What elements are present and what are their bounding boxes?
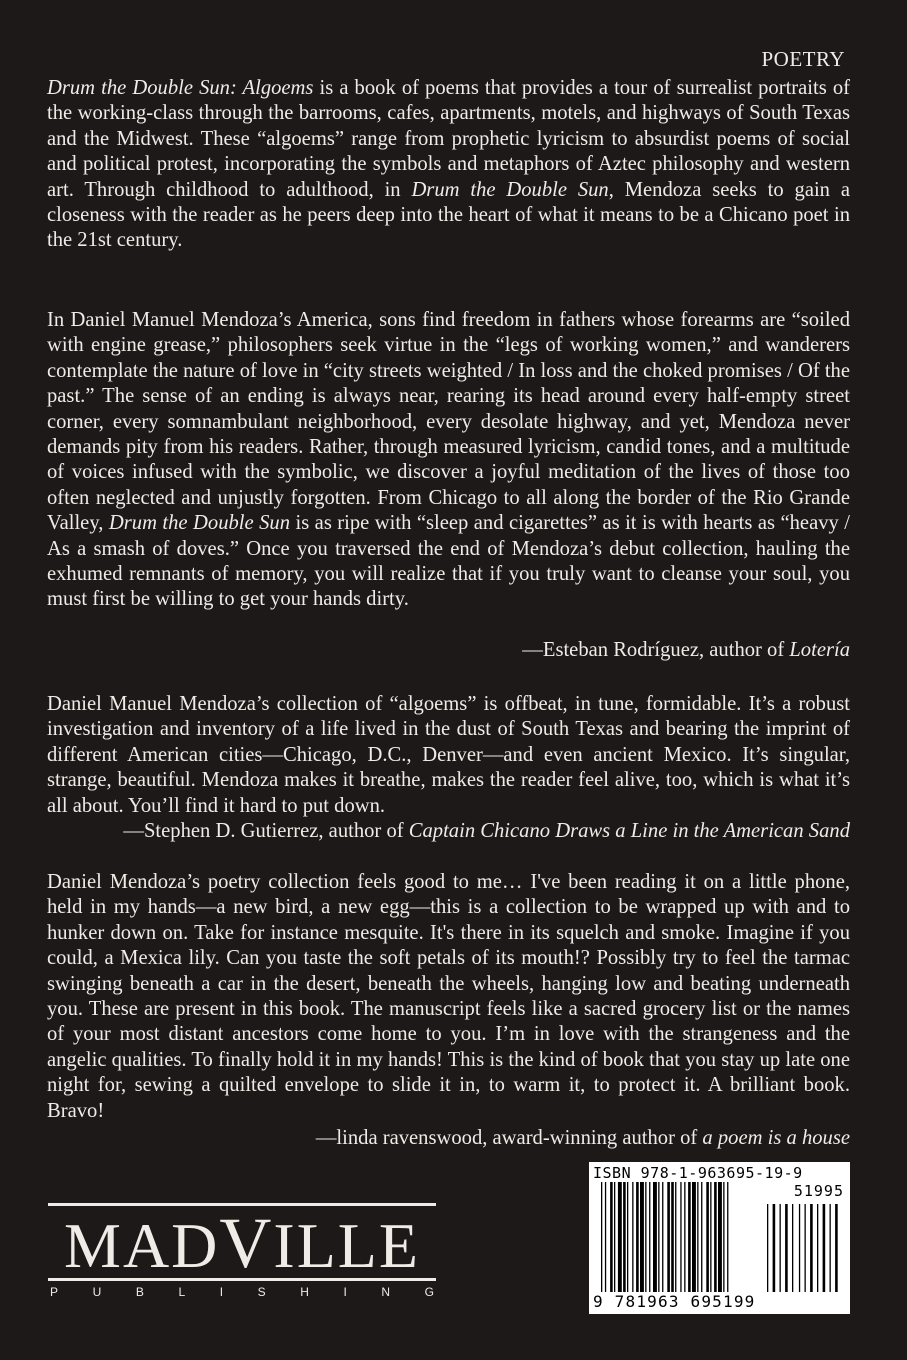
barcode-bar — [697, 1182, 698, 1292]
addon-barcode-bar — [773, 1204, 776, 1292]
publisher-name-big-letter: V — [219, 1210, 274, 1278]
barcode-bar — [662, 1182, 663, 1292]
publisher-name-part-1: MAD — [64, 1210, 220, 1278]
barcode-bar — [706, 1182, 709, 1292]
review-1-text-2: is as ripe with “sleep and cigarettes” as it is with hearts as “heavy / As a smash of doves.” Once you traversed the end of Mendoza’s debut collection, hauling the exhumed remnants of memory, you will realize that if you truly want to cleanse your soul, you must first be willing to get your hands dirty. — [47, 512, 850, 611]
barcode-bar — [605, 1182, 606, 1292]
description-text-1: is a book of poems that provides a tour of surrealist portraits of the working-class through the barrooms, cafes, apartments, motels, and highways of South Texas and the Midwest. These “algoems” range from prophetic lyricism to absurdist poems of social and political protest, incorporating the symbols and metaphors of Aztec philosophy and western art. Through childhood to adulthood, in — [47, 77, 850, 201]
addon-barcode-bar — [785, 1204, 788, 1292]
review-1-attribution — [522, 638, 850, 663]
barcode-bar — [632, 1182, 633, 1292]
isbn-barcode — [589, 1162, 850, 1314]
description-text-2: , Mendoza seeks to gain a closeness with the reader as he peers deep into the heart of what it means to be a Chicano poet in the 21st century. — [47, 178, 850, 252]
barcode-bar — [645, 1182, 646, 1292]
publisher-subtitle-text: P U B L I S H I N G — [50, 1285, 434, 1299]
barcode-bar — [688, 1182, 691, 1292]
barcode-bar — [649, 1182, 650, 1292]
price-code: 51995 — [793, 1182, 844, 1200]
barcode-bar — [601, 1182, 602, 1292]
barcode-bar — [653, 1182, 657, 1292]
barcode-bar — [714, 1182, 717, 1292]
review-3-attribution — [316, 1126, 850, 1151]
publisher-name — [48, 1210, 436, 1278]
barcode-bar — [640, 1182, 644, 1292]
category-label: POETRY — [761, 47, 845, 71]
isbn-label: ISBN 978-1-963695-19-9 — [593, 1164, 803, 1182]
addon-barcode-bar — [799, 1204, 800, 1292]
barcode-bar — [675, 1182, 676, 1292]
barcode-bar — [723, 1182, 724, 1292]
barcode-bar — [684, 1182, 685, 1292]
review-3-author: —linda ravenswood, award-winning author of — [315, 1127, 703, 1149]
addon-barcode-bar — [835, 1204, 838, 1292]
addon-barcode-bar — [817, 1204, 818, 1292]
barcode-bar — [701, 1182, 702, 1292]
barcode-bar — [718, 1182, 722, 1292]
barcode-bar — [618, 1182, 622, 1292]
review-2-author-book: Captain Chicano Draws a Line in the American Sand — [408, 820, 850, 842]
review-1-author-book: Lotería — [789, 639, 850, 661]
addon-barcode-bar — [805, 1204, 806, 1292]
review-ravenswood — [47, 870, 850, 1124]
addon-barcode-bar — [792, 1204, 793, 1292]
publisher-subtitle — [48, 1281, 436, 1299]
barcode-bar — [623, 1182, 626, 1292]
barcode-bar — [627, 1182, 628, 1292]
barcode-bar — [610, 1182, 613, 1292]
addon-barcode-bar — [780, 1204, 781, 1292]
review-1-author: —Esteban Rodríguez, author of — [522, 639, 790, 661]
publisher-name-part-2: ILLE — [273, 1210, 420, 1278]
book-title-italic-2: Drum the Double Sun — [411, 178, 609, 201]
barcode-bar — [710, 1182, 711, 1292]
book-description — [47, 76, 850, 254]
addon-barcode-bar — [823, 1204, 826, 1292]
addon-barcode-bar — [767, 1204, 768, 1292]
barcode-bar — [680, 1182, 681, 1292]
ean-digits: 9 781963 695199 — [593, 1292, 756, 1311]
review-1-text-1: In Daniel Manuel Mendoza’s America, sons find freedom in fathers whose forearms are “soiled with engine grease,” philosophers seek virtue in the “legs of working women,” and wanderers contemplate the nature of love in “city streets weighted / In loss and the choked promises / Of the past.” The sense of an ending is always near, rearing its head around every half-empty street corner, every somnambulant neighborhood, every desolate highway, and yet, Mendoza never demands pity from his readers. Rather, through measured lyricism, candid tones, and a multitude of voices infused with the symbolic, we discover a joyful meditation of the lives of those too often neglected and unjustly forgotten. From Chicago to all along the border of the Rio Grande Valley, — [47, 309, 850, 535]
barcode-bar — [671, 1182, 674, 1292]
review-3-author-book: a poem is a house — [702, 1127, 850, 1149]
review-1-title-italic: Drum the Double Sun — [108, 512, 291, 535]
barcode-bar — [614, 1182, 615, 1292]
barcode-bar — [667, 1182, 670, 1292]
barcode-bar — [727, 1182, 728, 1292]
barcode-bar — [658, 1182, 659, 1292]
review-2-author: —Stephen D. Gutierrez, author of — [123, 820, 409, 842]
barcode-bar — [636, 1182, 639, 1292]
publisher-logo — [48, 1203, 436, 1299]
addon-barcode-bar — [830, 1204, 831, 1292]
logo-top-rule — [48, 1203, 436, 1206]
review-3-text: Daniel Mendoza’s poetry collection feels good to me… I've been reading it on a little phone, held in my hands—a new bird, a new egg—this is a collection to be wrapped up with and to hunker down on. Take for instance mesquite. It's there in its squelch and smoke. Imagine if you could, a Mexica lily. Can you taste the soft petals of its mouth!? Possibly try to feel the tarmac swinging beneath a car in the desert, beneath the wheels, hanging low and beating underneath you. These are present in this book. The manuscript feels like a sacred grocery list or the names of your most distant ancestors come home to you. I’m in love with the strangeness and the angelic qualities. To finally hold it in my hands! This is the kind of book that you stay up late one night for, sewing a quilted envelope to slide it in, to warm it, to protect it. A brilliant book. Bravo! — [47, 871, 850, 1122]
review-2-attribution — [123, 819, 850, 844]
barcode-bar — [692, 1182, 696, 1292]
addon-barcode-bar — [810, 1204, 813, 1292]
review-2-text: Daniel Manuel Mendoza’s collection of “algoems” is offbeat, in tune, formidable. It’s a robust investigation and inventory of a life lived in the dust of South Texas and bearing the imprint of different American cities—Chicago, D.C., Denver—and even ancient Mexico. It’s singular, strange, beautiful. Mendoza makes it breathe, makes the reader feel alive, too, which is what it’s all about. You’ll find it hard to put down. — [47, 693, 850, 817]
review-gutierrez — [47, 692, 850, 819]
review-rodriguez — [47, 308, 850, 613]
book-title-italic: Drum the Double Sun: Algoems — [47, 77, 314, 99]
